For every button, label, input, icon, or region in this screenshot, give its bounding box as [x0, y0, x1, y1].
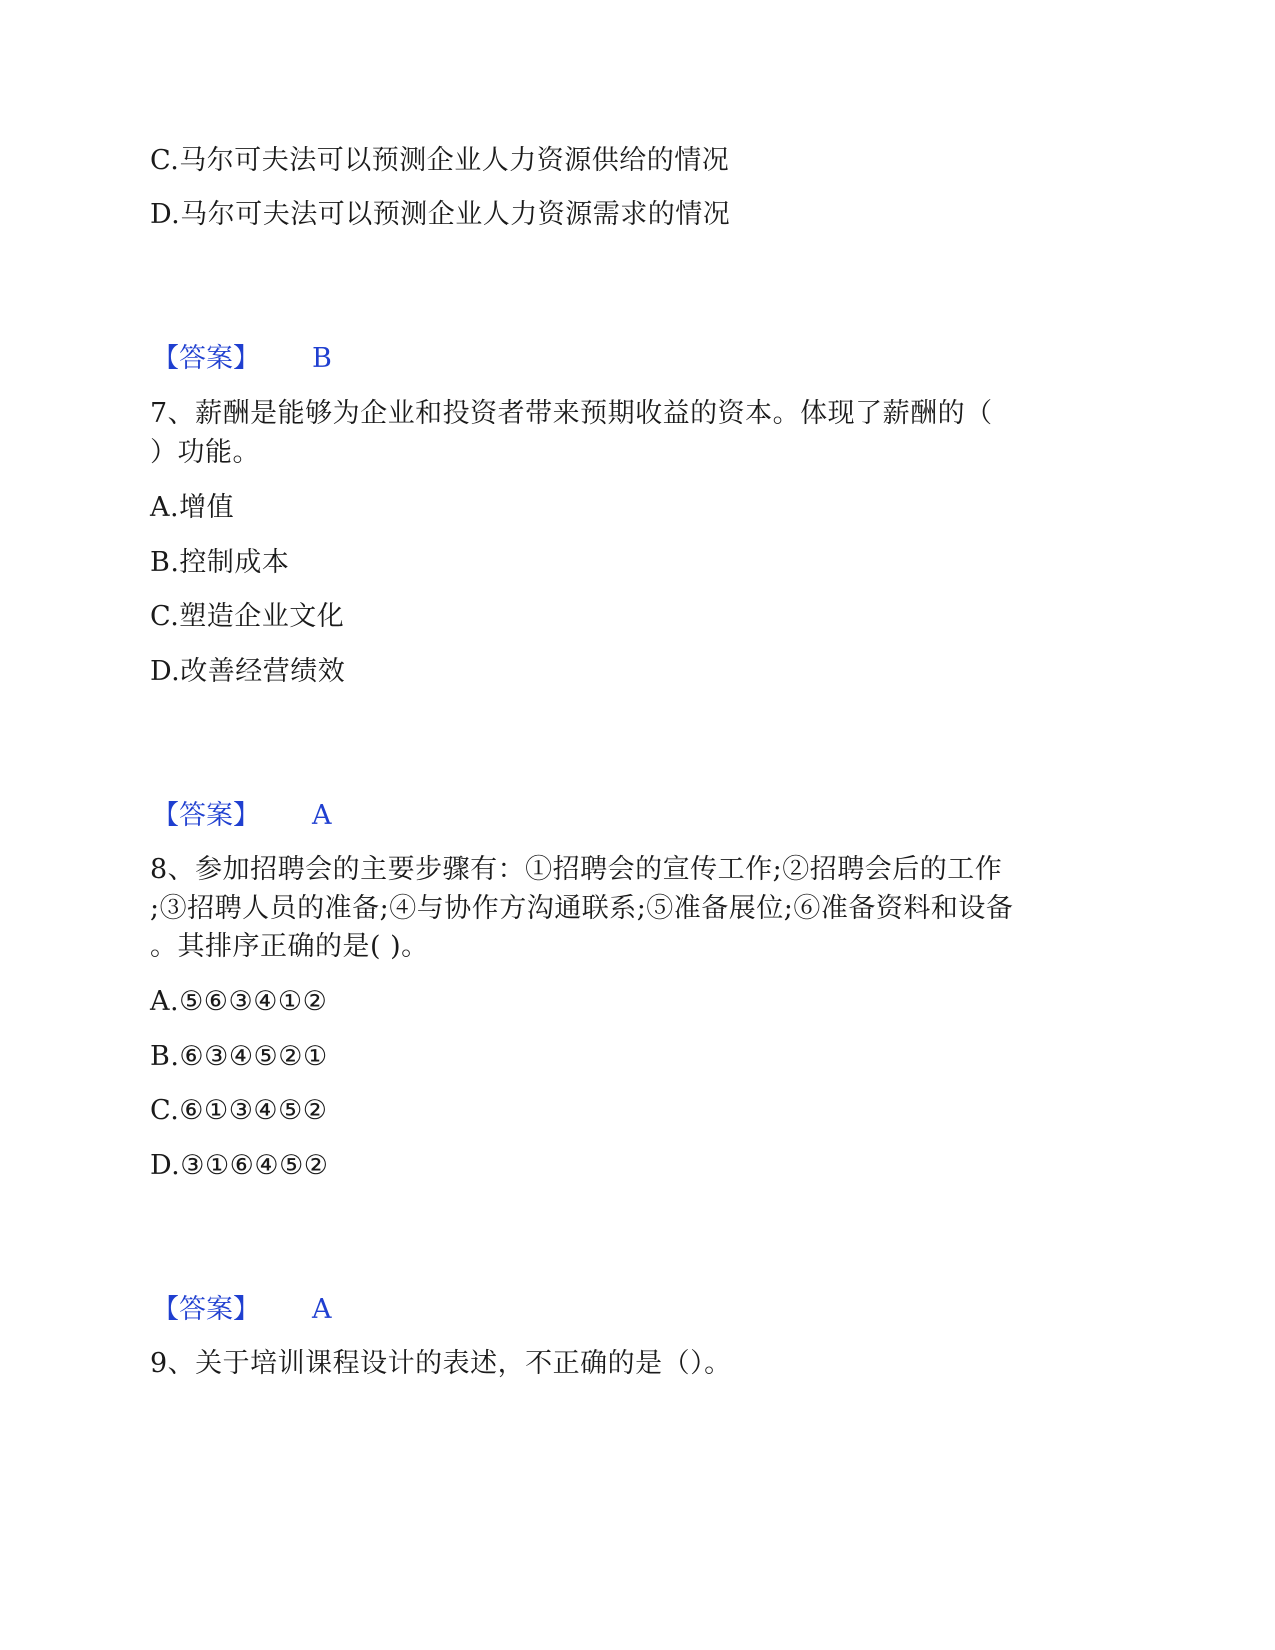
q7-stem-line2: ）功能。: [150, 437, 260, 468]
q8-stem-line1: 8、参加招聘会的主要步骤有：①招聘会的宣传工作;②招聘会后的工作: [150, 854, 1003, 885]
q9-stem-line1: 9、关于培训课程设计的表述，不正确的是（）。: [150, 1348, 732, 1379]
q6-answer-label: 【答案】: [152, 343, 260, 374]
q7-answer-label: 【答案】: [152, 800, 260, 831]
q8-option-c: C.⑥①③④⑤②: [150, 1095, 328, 1126]
q6-answer: [152, 342, 332, 376]
q7-answer-value: A: [312, 800, 332, 831]
q8-answer-value: A: [312, 1294, 332, 1325]
q8-option-d: D.③①⑥④⑤②: [150, 1150, 329, 1181]
q6-answer-value: B: [312, 343, 332, 374]
q8-option-a: A.⑤⑥③④①②: [150, 986, 328, 1017]
q7-answer: [152, 799, 332, 833]
q7-option-b: B.控制成本: [150, 547, 290, 578]
q8-answer-label: 【答案】: [152, 1294, 260, 1325]
q7-stem-line1: 7、薪酬是能够为企业和投资者带来预期收益的资本。体现了薪酬的（: [150, 398, 993, 429]
q8-option-b: B.⑥③④⑤②①: [150, 1041, 328, 1072]
q8-stem-line3: 。其排序正确的是( )。: [150, 931, 429, 962]
q8-stem-line2: ;③招聘人员的准备;④与协作方沟通联系;⑤准备展位;⑥准备资料和设备: [150, 893, 1014, 924]
q6-option-c: C.马尔可夫法可以预测企业人力资源供给的情况: [150, 145, 730, 176]
q7-option-d: D.改善经营绩效: [150, 656, 346, 687]
q7-option-a: A.增值: [150, 492, 235, 523]
q7-option-c: C.塑造企业文化: [150, 601, 345, 632]
q6-option-d: D.马尔可夫法可以预测企业人力资源需求的情况: [150, 199, 731, 230]
q8-answer: [152, 1293, 332, 1327]
